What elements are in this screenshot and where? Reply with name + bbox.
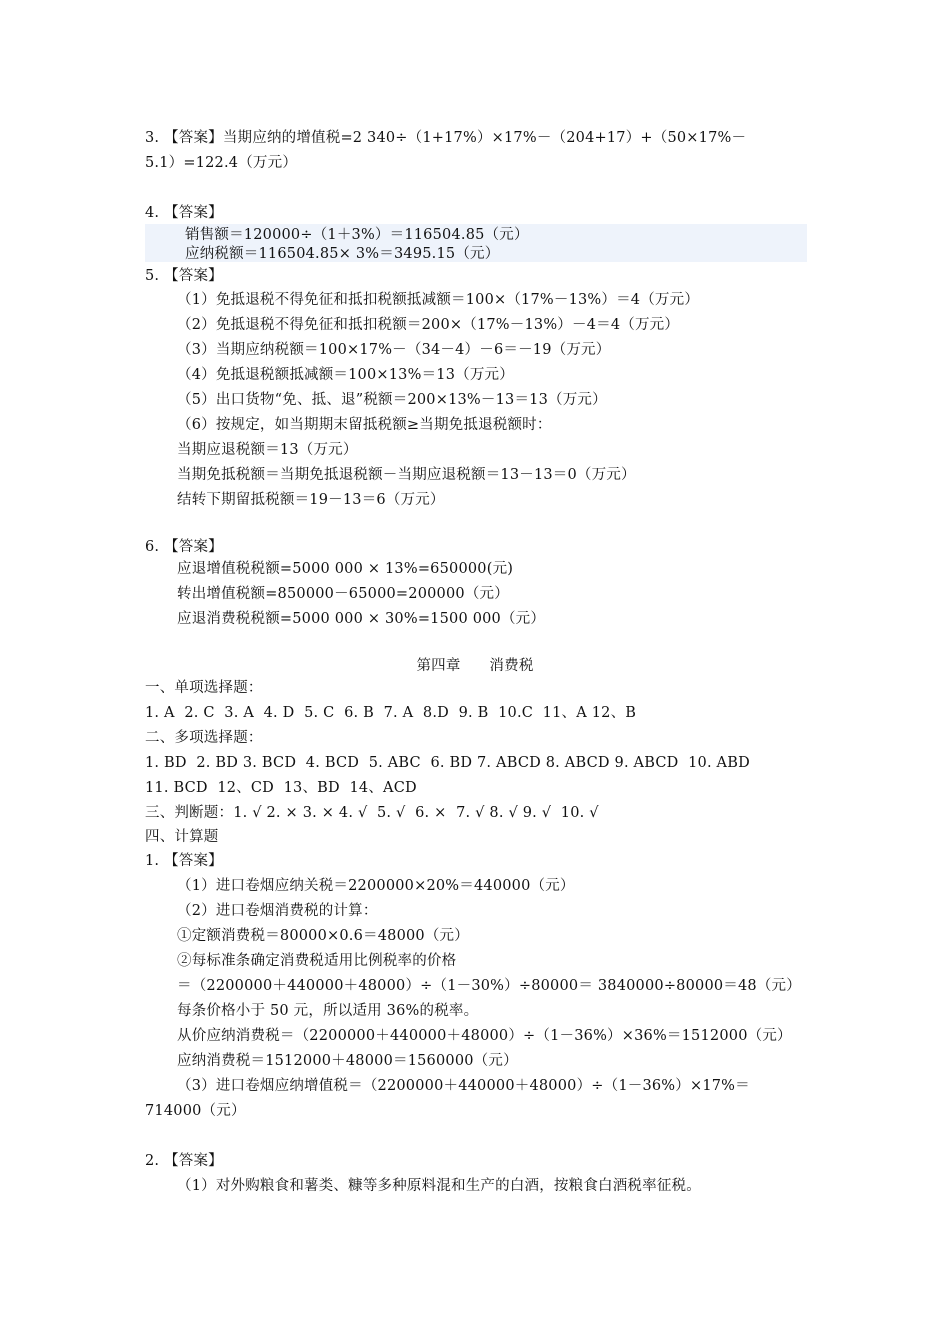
answer-5-line-5: （5）出口货物“免、抵、退”税额＝200×13%－13＝13（万元） bbox=[177, 392, 607, 408]
multiple-choice-answers-2: 11. BCD 12、CD 13、BD 14、ACD bbox=[145, 780, 417, 796]
answer-3-line-2: 5.1）=122.4（万元） bbox=[145, 155, 298, 171]
calc-2-line-1: （1）对外购粮食和薯类、糠等多种原料混和生产的白酒，按粮食白酒税率征税。 bbox=[177, 1178, 701, 1194]
calc-1-line-9: （3）进口卷烟应纳增值税＝（2200000＋440000＋48000）÷（1－36%）×17%＝ bbox=[177, 1078, 750, 1094]
calc-1-line-6: 每条价格小于 50 元，所以适用 36%的税率。 bbox=[177, 1003, 479, 1019]
answer-6-line-1: 应退增值税税额=5000 000 × 13%=650000(元) bbox=[177, 561, 514, 577]
answer-4-heading: 4. 【答案】 bbox=[145, 205, 223, 221]
section-single-choice: 一、单项选择题： bbox=[145, 680, 263, 696]
calc-2-heading: 2. 【答案】 bbox=[145, 1153, 223, 1169]
answer-6-line-3: 应退消费税税额=5000 000 × 30%=1500 000（元） bbox=[177, 611, 546, 627]
calc-1-heading: 1. 【答案】 bbox=[145, 853, 223, 869]
answer-5-line-9: 结转下期留抵税额＝19－13＝6（万元） bbox=[177, 492, 445, 508]
answer-6-line-2: 转出增值税额=850000－65000=200000（元） bbox=[177, 586, 509, 602]
answer-5-line-3: （3）当期应纳税额＝100×17%－（34－4）－6＝－19（万元） bbox=[177, 342, 611, 358]
calc-1-line-8: 应纳消费税＝1512000＋48000＝1560000（元） bbox=[177, 1053, 518, 1069]
chapter-title: 第四章 消费税 bbox=[416, 658, 534, 674]
calc-1-line-3: ①定额消费税＝80000×0.6＝48000（元） bbox=[177, 928, 469, 944]
answer-5-line-6: （6）按规定，如当期期末留抵税额≥当期免抵退税额时： bbox=[177, 417, 552, 433]
answer-5-line-1: （1）免抵退税不得免征和抵扣税额抵减额＝100×（17%－13%）＝4（万元） bbox=[177, 292, 700, 308]
answer-5-line-7: 当期应退税额＝13（万元） bbox=[177, 442, 358, 458]
calc-1-line-4: ②每标准条确定消费税适用比例税率的价格 bbox=[177, 953, 457, 969]
answer-4-line-2: 应纳税额＝116504.85× 3%＝3495.15（元） bbox=[185, 246, 500, 262]
calc-1-line-5: ＝（2200000＋440000＋48000）÷（1－30%）÷80000＝ 3840000÷80000＝48（元） bbox=[177, 978, 801, 994]
answer-3-line-1: 3. 【答案】当期应纳的增值税=2 340÷（1+17%）×17%－（204+17）+（50×17%－ bbox=[145, 130, 747, 146]
answer-5-heading: 5. 【答案】 bbox=[145, 268, 223, 284]
calc-1-line-10: 714000（元） bbox=[145, 1103, 246, 1119]
answer-6-heading: 6. 【答案】 bbox=[145, 539, 223, 555]
section-multiple-choice: 二、多项选择题： bbox=[145, 730, 263, 746]
answer-4-line-1: 销售额＝120000÷（1＋3%）＝116504.85（元） bbox=[185, 227, 529, 243]
answer-5-line-2: （2）免抵退税不得免征和抵扣税额＝200×（17%－13%）－4＝4（万元） bbox=[177, 317, 680, 333]
answer-5-line-8: 当期免抵税额＝当期免抵退税额－当期应退税额＝13－13＝0（万元） bbox=[177, 467, 636, 483]
calc-1-line-7: 从价应纳消费税＝（2200000＋440000＋48000）÷（1－36%）×36%＝1512000（元） bbox=[177, 1028, 792, 1044]
true-false-answers: 三、判断题：1. √ 2. × 3. × 4. √ 5. √ 6. × 7. √ 8. √ 9. √ 10. √ bbox=[145, 805, 599, 821]
calc-1-line-2: （2）进口卷烟消费税的计算： bbox=[177, 903, 378, 919]
answer-5-line-4: （4）免抵退税额抵减额＝100×13%＝13（万元） bbox=[177, 367, 514, 383]
multiple-choice-answers-1: 1. BD 2. BD 3. BCD 4. BCD 5. ABC 6. BD 7. ABCD 8. ABCD 9. ABCD 10. ABD bbox=[145, 755, 750, 771]
single-choice-answers: 1. A 2. C 3. A 4. D 5. C 6. B 7. A 8.D 9. B 10.C 11、A 12、B bbox=[145, 705, 637, 721]
section-calculation: 四、计算题 bbox=[145, 829, 219, 845]
calc-1-line-1: （1）进口卷烟应纳关税＝2200000×20%＝440000（元） bbox=[177, 878, 575, 894]
